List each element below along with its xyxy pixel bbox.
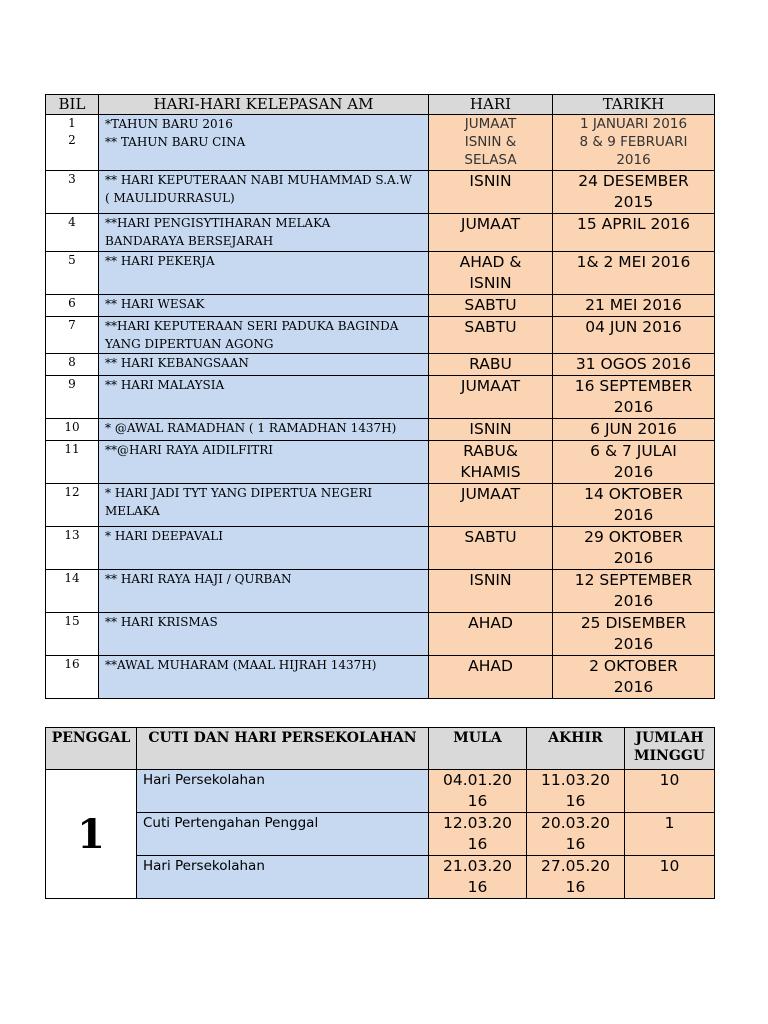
holiday-name: [99, 527, 429, 570]
holiday-row: [46, 171, 715, 214]
holiday-name: [99, 376, 429, 419]
holiday-name-line: ** HARI KEBANGSAAN: [105, 356, 249, 370]
school-activity: Hari Persekolahan: [137, 856, 429, 899]
holiday-date: [553, 295, 715, 317]
holiday-date: [553, 317, 715, 354]
holiday-row: [46, 570, 715, 613]
holiday-date-line: 1 JANUARI 2016: [579, 116, 688, 132]
holiday-number-line: 8: [68, 355, 76, 369]
holiday-name-line: ** TAHUN BARU CINA: [105, 135, 246, 149]
holiday-date: [553, 171, 715, 214]
holiday-date: [553, 613, 715, 656]
holiday-name-line: ** HARI KEPUTERAAN NABI MUHAMMAD S.A.W: [105, 173, 412, 187]
holiday-number: [46, 419, 99, 441]
holiday-date-line: 1& 2 MEI 2016: [576, 253, 691, 271]
holiday-row: [46, 354, 715, 376]
end-date: [527, 856, 625, 899]
holiday-date: [553, 570, 715, 613]
holiday-name-line: MELAKA: [105, 504, 160, 518]
holiday-date: [553, 484, 715, 527]
week-count: 10: [625, 856, 715, 899]
end-date-line: 20.03.20: [540, 814, 611, 832]
holiday-name: [99, 419, 429, 441]
holiday-day-line: ISNIN: [469, 274, 512, 292]
holiday-day-line: JUMAAT: [460, 377, 521, 395]
school-calendar-table: [45, 727, 715, 899]
holiday-date-line: 25 DISEMBER: [580, 614, 687, 632]
holiday-name: [99, 656, 429, 699]
holiday-name-line: **HARI PENGISYTIHARAN MELAKA: [105, 216, 331, 230]
holiday-day: [429, 441, 553, 484]
holiday-day-line: AHAD: [468, 614, 513, 632]
holiday-name: [99, 484, 429, 527]
holiday-number-line: 3: [68, 172, 76, 186]
holiday-number-line: 9: [68, 377, 76, 391]
start-date: [429, 813, 527, 856]
holiday-number-line: 12: [64, 485, 80, 499]
holiday-day: [429, 214, 553, 252]
start-date-line: 04.01.20: [442, 771, 513, 789]
holiday-name-line: BANDARAYA BERSEJARAH: [105, 234, 274, 248]
holiday-name-line: ** HARI MALAYSIA: [105, 378, 225, 392]
holiday-date: [553, 441, 715, 484]
holiday-day-line: SABTU: [464, 318, 517, 336]
holiday-day: [429, 613, 553, 656]
holiday-row: [46, 376, 715, 419]
end-date: [527, 813, 625, 856]
holiday-row: [46, 484, 715, 527]
holiday-number: [46, 295, 99, 317]
holiday-number-line: 11: [64, 442, 80, 456]
header-date: TARIKH: [553, 95, 715, 115]
holiday-number: [46, 570, 99, 613]
holiday-day-line: ISNIN: [469, 571, 512, 589]
holiday-day: [429, 527, 553, 570]
start-date: [429, 856, 527, 899]
holiday-number: [46, 252, 99, 295]
holiday-day: [429, 354, 553, 376]
header-bil: BIL: [46, 95, 99, 115]
holiday-day-line: ISNIN: [469, 420, 512, 438]
header-weeks-line: MINGGU: [634, 748, 705, 764]
holiday-date-line: 04 JUN 2016: [585, 318, 682, 336]
holiday-name-line: ( MAULIDURRASUL): [105, 191, 235, 205]
holiday-number-line: 2: [68, 133, 76, 147]
holiday-name-line: **HARI KEPUTERAAN SERI PADUKA BAGINDA: [105, 319, 399, 333]
holiday-name: [99, 171, 429, 214]
school-header-row: [46, 728, 715, 770]
holiday-name-line: * HARI JADI TYT YANG DIPERTUA NEGERI: [105, 486, 373, 500]
holiday-number-line: 6: [68, 296, 76, 310]
holiday-number-line: 1: [68, 116, 76, 130]
holiday-number: [46, 613, 99, 656]
holiday-day: [429, 570, 553, 613]
holiday-day-line: JUMAAT: [460, 215, 521, 233]
start-date: [429, 770, 527, 813]
holiday-number: [46, 171, 99, 214]
start-date-line: 12.03.20: [442, 814, 513, 832]
holiday-day-line: SABTU: [464, 528, 517, 546]
holiday-number: [46, 376, 99, 419]
holiday-day-line: ISNIN: [469, 172, 512, 190]
holiday-day-line: ISNIN &: [464, 134, 517, 150]
holiday-day: [429, 376, 553, 419]
end-date-line: 27.05.20: [540, 857, 611, 875]
holiday-date-line: 2016: [616, 152, 651, 168]
holiday-name-line: ** HARI PEKERJA: [105, 254, 215, 268]
holiday-date-line: 6 & 7 JULAI: [590, 442, 677, 460]
holiday-name-line: **@HARI RAYA AIDILFITRI: [105, 443, 273, 457]
holiday-day-line: KHAMIS: [460, 463, 521, 481]
public-holidays-table: [45, 94, 715, 699]
holiday-name: [99, 354, 429, 376]
holiday-name-line: ** HARI KRISMAS: [105, 615, 218, 629]
start-date-line: 16: [467, 792, 488, 810]
school-row: [46, 813, 715, 856]
holiday-number-line: 14: [64, 571, 80, 585]
school-activity: Hari Persekolahan: [137, 770, 429, 813]
end-date: [527, 770, 625, 813]
holiday-name: [99, 214, 429, 252]
holiday-date-line: 24 DESEMBER: [578, 172, 689, 190]
holiday-row: [46, 252, 715, 295]
holidays-header-row: [46, 95, 715, 115]
holiday-row: [46, 115, 715, 171]
holiday-number-line: 5: [68, 253, 76, 267]
holiday-date-line: 31 OGOS 2016: [575, 355, 692, 373]
holiday-number-line: 15: [64, 614, 80, 628]
holiday-day: [429, 419, 553, 441]
holiday-name-line: YANG DIPERTUAN AGONG: [105, 337, 274, 351]
school-row: [46, 856, 715, 899]
week-count: 10: [625, 770, 715, 813]
holiday-row: [46, 317, 715, 354]
holiday-date-line: 2 OKTOBER: [589, 657, 678, 675]
holiday-name: [99, 252, 429, 295]
start-date-line: 16: [467, 878, 488, 896]
holiday-name: [99, 115, 429, 171]
holiday-day: [429, 295, 553, 317]
holiday-day: [429, 115, 553, 171]
term-number: 1: [46, 770, 137, 899]
holiday-date: [553, 354, 715, 376]
holiday-date: [553, 419, 715, 441]
holiday-date-line: 14 OKTOBER: [584, 485, 683, 503]
header-term: PENGGAL: [46, 728, 137, 770]
holiday-day: [429, 171, 553, 214]
school-activity: Cuti Pertengahan Penggal: [137, 813, 429, 856]
holiday-row: [46, 656, 715, 699]
holiday-day-line: SABTU: [464, 296, 517, 314]
holiday-date-line: 2016: [613, 635, 654, 653]
holiday-day-line: AHAD &: [459, 253, 522, 271]
holiday-row: [46, 527, 715, 570]
holiday-name-line: **AWAL MUHARAM (MAAL HIJRAH 1437H): [105, 658, 377, 672]
end-date-line: 16: [565, 792, 586, 810]
holiday-date-line: 6 JUN 2016: [590, 420, 677, 438]
holiday-number-line: 4: [68, 215, 76, 229]
holiday-date: [553, 656, 715, 699]
holiday-date: [553, 214, 715, 252]
holiday-number: [46, 441, 99, 484]
school-row: [46, 770, 715, 813]
holiday-date-line: 2016: [613, 549, 654, 567]
holiday-number: [46, 214, 99, 252]
holiday-name-line: ** HARI WESAK: [105, 297, 205, 311]
holiday-date: [553, 252, 715, 295]
holiday-number-line: 10: [64, 420, 80, 434]
holiday-day-line: JUMAAT: [460, 485, 521, 503]
holiday-day-line: AHAD: [468, 657, 513, 675]
holiday-day-line: JUMAAT: [464, 116, 517, 132]
holiday-name-line: * @AWAL RAMADHAN ( 1 RAMADHAN 1437H): [105, 421, 397, 435]
holiday-name: [99, 295, 429, 317]
start-date-line: 21.03.20: [442, 857, 513, 875]
header-weeks-line: JUMLAH: [635, 730, 704, 746]
end-date-line: 16: [565, 835, 586, 853]
holiday-number-line: 13: [64, 528, 80, 542]
holiday-day: [429, 317, 553, 354]
holiday-date-line: 21 MEI 2016: [585, 296, 682, 314]
header-activity: CUTI DAN HARI PERSEKOLAHAN: [137, 728, 429, 770]
holiday-name: [99, 441, 429, 484]
holiday-day-line: RABU&: [463, 442, 518, 460]
holiday-name: [99, 570, 429, 613]
holiday-number: [46, 115, 99, 171]
holiday-date-line: 2016: [613, 463, 654, 481]
holiday-name: [99, 613, 429, 656]
holiday-number: [46, 484, 99, 527]
holiday-day: [429, 656, 553, 699]
holiday-date-line: 2016: [613, 592, 654, 610]
holiday-number: [46, 354, 99, 376]
holiday-date-line: 2016: [613, 678, 654, 696]
holiday-number: [46, 317, 99, 354]
holiday-name-line: * HARI DEEPAVALI: [105, 529, 223, 543]
holiday-name-line: *TAHUN BARU 2016: [105, 117, 233, 131]
holiday-date-line: 16 SEPTEMBER: [574, 377, 693, 395]
week-count: 1: [625, 813, 715, 856]
holiday-row: [46, 419, 715, 441]
holiday-number: [46, 527, 99, 570]
holiday-date-line: 2016: [613, 506, 654, 524]
holiday-name-line: ** HARI RAYA HAJI / QURBAN: [105, 572, 292, 586]
holiday-date-line: 15 APRIL 2016: [577, 215, 690, 233]
holiday-number-line: 7: [68, 318, 76, 332]
holiday-date: [553, 376, 715, 419]
holiday-row: [46, 441, 715, 484]
holiday-date-line: 12 SEPTEMBER: [574, 571, 693, 589]
holiday-date: [553, 115, 715, 171]
holiday-date-line: 8 & 9 FEBRUARI: [579, 134, 688, 150]
end-date-line: 16: [565, 878, 586, 896]
holiday-row: [46, 295, 715, 317]
end-date-line: 11.03.20: [540, 771, 611, 789]
holiday-name: [99, 317, 429, 354]
holiday-day-line: SELASA: [464, 152, 517, 168]
holiday-date-line: 2016: [613, 398, 654, 416]
holiday-date: [553, 527, 715, 570]
holiday-day: [429, 484, 553, 527]
holiday-number-line: 16: [64, 657, 80, 671]
holiday-row: [46, 214, 715, 252]
start-date-line: 16: [467, 835, 488, 853]
holiday-day-line: RABU: [469, 355, 512, 373]
header-holiday-name: HARI-HARI KELEPASAN AM: [99, 95, 429, 115]
holiday-row: [46, 613, 715, 656]
holiday-date-line: 2015: [613, 193, 654, 211]
holiday-number: [46, 656, 99, 699]
header-weeks: [625, 728, 715, 770]
header-day: HARI: [429, 95, 553, 115]
holiday-date-line: 29 OKTOBER: [584, 528, 683, 546]
header-start: MULA: [429, 728, 527, 770]
holiday-day: [429, 252, 553, 295]
header-end: AKHIR: [527, 728, 625, 770]
